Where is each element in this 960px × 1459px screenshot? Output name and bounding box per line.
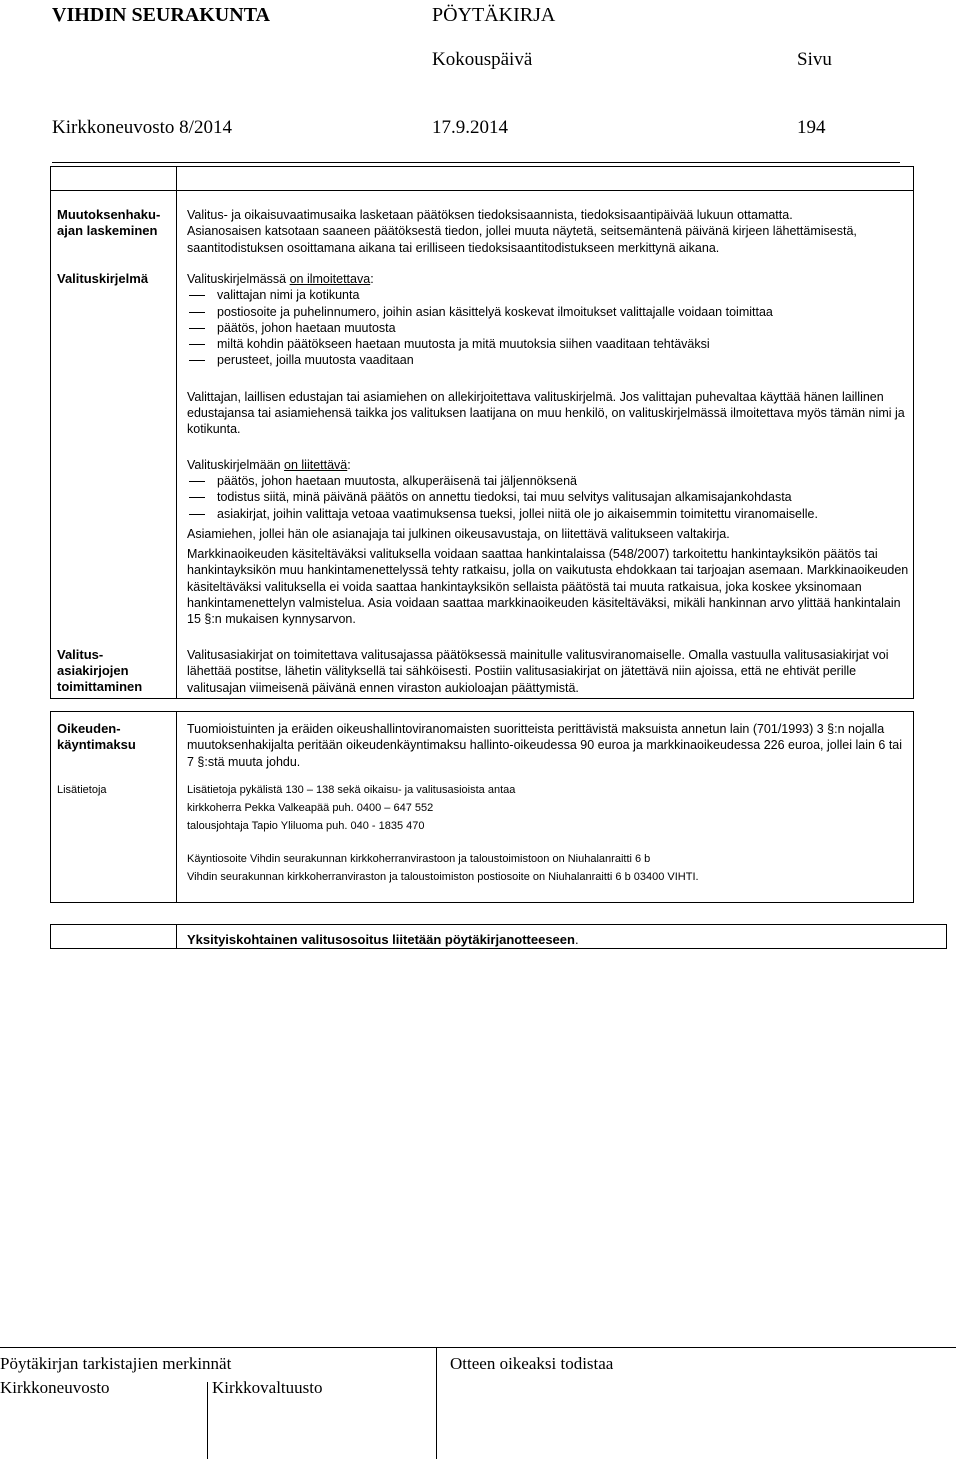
intro-prefix: Valituskirjelmässä [187, 272, 290, 286]
list-item: postiosoite ja puhelinnumero, joihin asian käsittelyä koskevat ilmoitukset valittajalle voidaan toimittaa [187, 304, 912, 320]
section-label-valituskirjelma: Valituskirjelmä [57, 271, 149, 286]
section-label-muutoksenhaku: Muutoksenhaku-ajan laskeminen [57, 207, 161, 238]
signing-paragraph: Valittajan, laillisen edustajan tai asiamiehen on allekirjoitettava valituskirjelmä. Jos valittajan puhevaltaa käyttää hänen laillinen edustajansa tai asiamiehensä taikka jos valituksen laatijana on muu henkilö, on valituskirjelmässä ilmoitettava myös tämän nimi ja kotikunta. [187, 389, 905, 437]
section-muutoksenhaku-text [187, 207, 912, 256]
list-item: valittajan nimi ja kotikunta [187, 287, 912, 303]
footer-col-kirkkoneuvosto: Kirkkoneuvosto [0, 1378, 110, 1397]
footer-reviewers-title: Pöytäkirjan tarkistajien merkinnät [0, 1354, 232, 1373]
attach-list [187, 473, 912, 522]
info-line: Lisätietoja pykälistä 130 – 138 sekä oikaisu- ja valitusasioista antaa [187, 784, 516, 796]
section-label-lisatietoja: Lisätietoja [57, 784, 107, 796]
info-line: talousjohtaja Tapio Yliluoma puh. 040 - 1835 470 [187, 820, 425, 832]
muutoksenhaku-paragraph-1: Valitus- ja oikaisuvaatimusaika lasketaan päätöksen tiedoksisaannista, tiedoksisaantipäivää lukuun ottamatta. [187, 208, 793, 222]
note-bold: Yksityiskohtainen valitusosoitus liitetään pöytäkirjanotteeseen [187, 932, 575, 947]
list-item: perusteet, joilla muutosta vaaditaan [187, 352, 912, 368]
footer-divider-2 [436, 1347, 437, 1459]
section-maksu-text: Tuomioistuinten ja eräiden oikeushallintoviranomaisten suoritteista perittävistä maksuista annetun lain (701/1993) 3 §:n nojalla muutoksenhakijalta peritään oikeudenkäyntimaksu hallinto-oikeudessa 90 euroa ja markkinaoikeudessa 226 euroa, jollei lain 6 tai 7 §:stä muuta johdu. [187, 722, 903, 769]
note-text [187, 932, 579, 948]
date-label: Kokouspäivä [432, 49, 533, 70]
intro-underlined: on ilmoitettava [289, 272, 371, 286]
footer-rule [0, 1347, 956, 1348]
footer-certify-title: Otteen oikeaksi todistaa [450, 1354, 614, 1373]
footer-col-kirkkovaltuusto: Kirkkovaltuusto [212, 1378, 323, 1397]
muutoksenhaku-paragraph-2: Asianosaisen katsotaan saaneen päätöksestä tiedon, jollei muuta näytetä, seitsemäntenä päivänä kirjeen lähettämisestä, saantitodistuksen osoittamana aikana tai erilliseen tiedoksisaantitodistukseen merkittynä aikana. [187, 224, 857, 255]
doc-type: PÖYTÄKIRJA [432, 4, 556, 26]
intro-suffix: : [370, 272, 374, 286]
meeting-date: 17.9.2014 [432, 117, 508, 138]
section-lisatietoja-text [187, 781, 912, 886]
fee-table-column-divider [176, 711, 177, 903]
must-state-intro [187, 271, 912, 287]
address-line: Vihdin seurakunnan kirkkoherranviraston ja taloustoimiston postiosoite on Niuhalanraitti 6 b 03400 VIHTI. [187, 871, 699, 883]
list-item: päätös, johon haetaan muutosta, alkuperäisenä tai jäljennöksenä [187, 473, 912, 489]
note-box-divider [176, 924, 177, 949]
note-tail: . [574, 932, 579, 947]
list-item: todistus siitä, minä päivänä päätös on annettu tiedoksi, tai muu selvitys valitusajan alkamisajankohdasta [187, 489, 912, 505]
info-line: kirkkoherra Pekka Valkeapää puh. 0400 – 647 552 [187, 802, 434, 814]
list-item: asiakirjat, joihin valittaja vetoaa vaatimuksensa tueksi, jollei niitä ole jo aikaisemmin toimitettu viranomaiselle. [187, 506, 912, 522]
attach-prefix: Valituskirjelmään [187, 457, 285, 472]
list-item: päätös, johon haetaan muutosta [187, 320, 912, 336]
table-column-divider [176, 166, 177, 699]
markkinaoikeus-paragraph: Markkinaoikeuden käsiteltäväksi valituksella voidaan saattaa hankintalaissa (548/2007) tarkoitettu hankintayksikön päätös tai hankintayksikön muu hankintamenettelyssä tehty ratkaisu, jolla on vaikutusta ehdokkaan tai tarjoajan asemaan. Markkinaoikeuden käsiteltäväksi valituksella ei voida saattaa hankintayksikön sellaista päätöstä tai muuta ratkaisua, joka koskee yksinomaan hankintamenettelyn valmistelua. Asia voidaan saattaa markkinaoikeuden käsiteltäväksi, mikäli hankinnan arvo ylittää hankintalain 15 §:n mukaisen kynnysarvon. [187, 547, 909, 627]
table-top-rule [50, 190, 914, 191]
org-name: VIHDIN SEURAKUNTA [52, 4, 270, 26]
section-valituskirjelma-text [187, 271, 912, 628]
page-label: Sivu [797, 49, 832, 70]
attach-suffix: : [347, 457, 351, 472]
section-label-maksu: Oikeuden-käyntimaksu [57, 721, 136, 752]
attach-intro [187, 457, 912, 473]
meeting-body: Kirkkoneuvosto 8/2014 [52, 117, 232, 138]
footer-divider-1 [207, 1382, 208, 1459]
address-line: Käyntiosoite Vihdin seurakunnan kirkkoherranvirastoon ja taloustoimistoon on Niuhalanraitti 6 b [187, 853, 651, 865]
attach-underlined: on liitettävä [284, 457, 348, 472]
section-label-toimittaminen: Valitus-asiakirjojen toimittaminen [57, 647, 143, 694]
section-toimittaminen-text: Valitusasiakirjat on toimitettava valitusajassa päätöksessä mainitulle valitusviranomaiselle. Omalla vastuulla valitusasiakirjat voi lähettää postitse, lähetin välityksellä tai sähköisesti. Postiin valitusasiakirjat on jätettävä niin ajoissa, että ne ehtivät perille valitusajan viimeisenä päivänä ennen viraston aukioloajan päättymistä. [187, 648, 889, 695]
header-rule [52, 162, 900, 163]
list-item: miltä kohdin päätökseen haetaan muutosta ja mitä muutoksia siihen vaaditaan tehtäväksi [187, 336, 912, 352]
must-state-list [187, 287, 912, 368]
page-number: 194 [797, 117, 826, 138]
asiamies-paragraph: Asiamiehen, jollei hän ole asianajaja tai julkinen oikeusavustaja, on liitettävä valitukseen valtakirja. [187, 526, 730, 541]
